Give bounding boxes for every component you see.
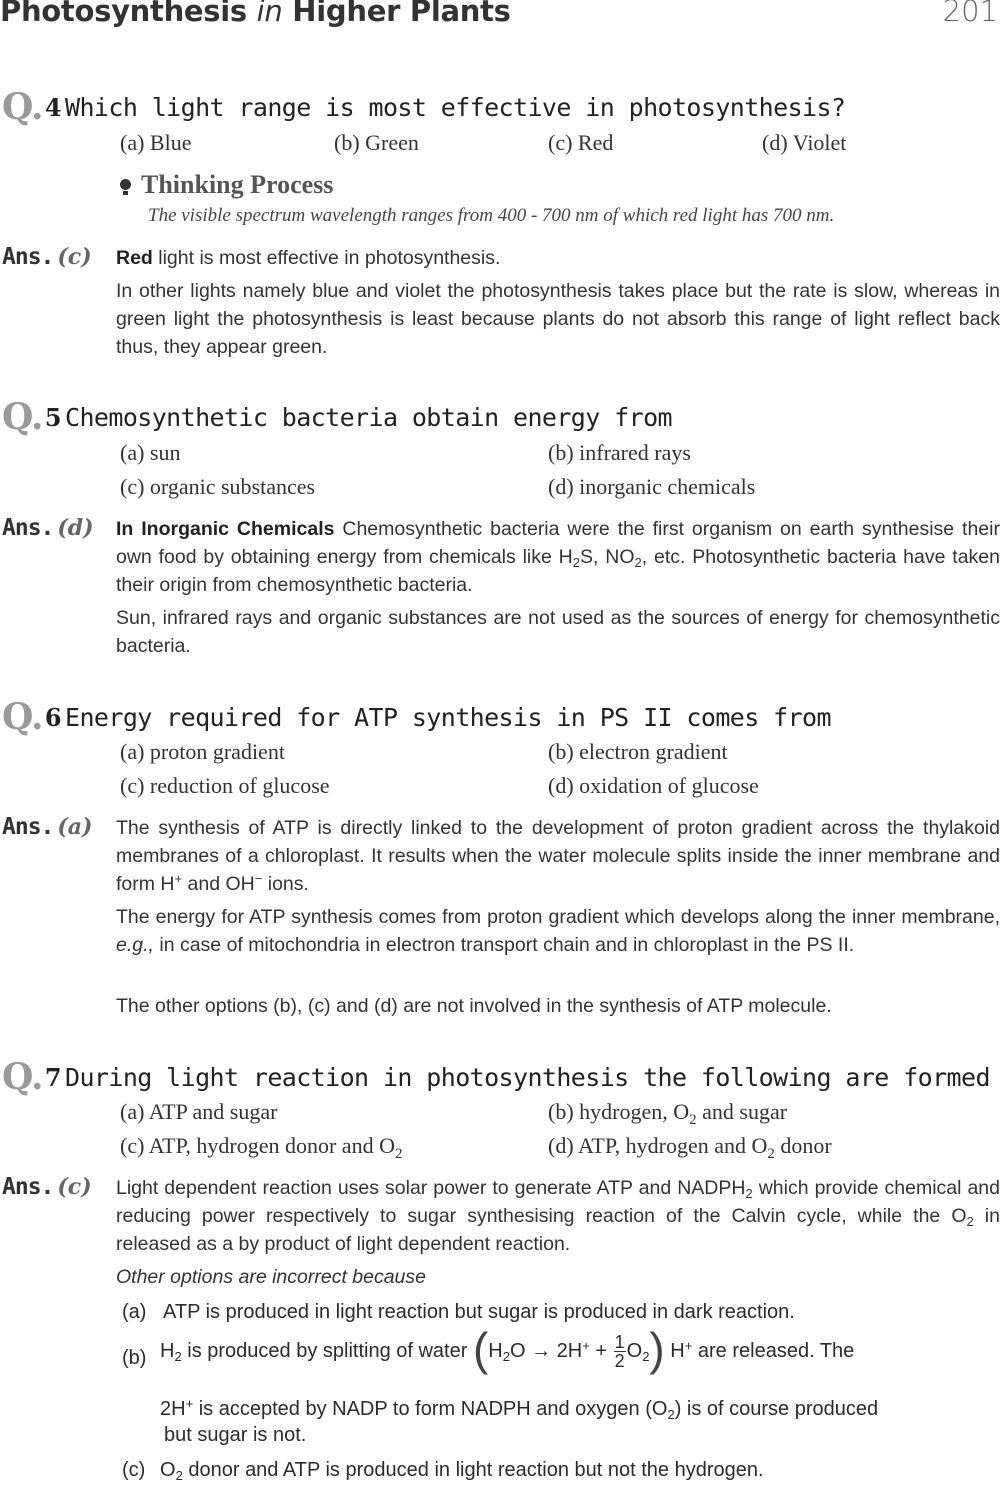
thinking-process-heading: Thinking Process: [120, 170, 333, 200]
q6-answer-para-3: The other options (b), (c) and (d) are not involved in the synthesis of ATP molecule.: [116, 995, 832, 1017]
bulb-icon: [120, 179, 131, 190]
page-number: 201: [942, 0, 998, 28]
q6-answer-para-2: The energy for ATP synthesis comes from proton gradient which develops along the inner membrane, e.g., in case of mitochondria in electron transport chain and in chloroplast in the PS II.: [116, 906, 1000, 956]
q5-option-a: (a) sun: [120, 440, 181, 465]
q6-option-a: (a) proton gradient: [120, 739, 285, 764]
q6-option-b: (b) electron gradient: [548, 739, 728, 764]
q7-option-d: (d) ATP, hydrogen and $O_2$ donor: [548, 1133, 832, 1162]
question-5: Q.5 Chemosynthetic bacteria obtain energy from: [2, 396, 672, 438]
question-mark-icon: Q.: [2, 1056, 43, 1098]
q6-option-c: (c) reduction of glucose: [120, 773, 330, 798]
question-4: Q.4 Which light range is most effective in photosynthesis?: [2, 86, 846, 128]
q7-sub-c-text: $O_2$ donor and ATP is produced in light reaction but not the hydrogen.: [160, 1459, 764, 1483]
q4-answer-para: In other lights namely blue and violet the photosynthesis takes place but the rate is slow, whereas in green light the photosynthesis is least because plants do not absorb this range of light reflect back thus, they appear green.: [116, 280, 1000, 358]
q7-answer-label: Ans. (c): [2, 1174, 92, 1200]
q7-other-options-title: Other options are incorrect because: [116, 1266, 427, 1288]
q6-answer-label: Ans. (a): [2, 814, 93, 840]
q7-sub-a-text: ATP is produced in light reaction but sugar is produced in dark reaction.: [163, 1301, 795, 1323]
q5-answer-para-2: Sun, infrared rays and organic substances are not used as the sources of energy for chemosynthetic bacteria.: [116, 607, 1000, 657]
q4-option-a: (a) Blue: [120, 130, 192, 155]
q7-answer-para: Light dependent reaction uses solar power to generate ATP and $NADPH_2$ which provide chemical and reducing power respectively to sugar synthesising reaction of the Calvin cycle, while the $O_2$ in released as a by product of light dependent reaction.: [116, 1177, 1000, 1255]
q7-sub-c-lead: (c): [122, 1459, 146, 1481]
q7-sub-b-line1: $H_2$ is produced by splitting of water ($H_2O \to 2H^+$ + $\frac{1}{2}$ $O_2$) H+ are released. The: [160, 1322, 855, 1375]
q5-answer-label: Ans. (d): [2, 515, 94, 541]
q4-answer-label: Ans. (c): [2, 244, 92, 270]
fraction-one-half: $\frac{1}{2}$: [614, 1332, 625, 1371]
question-mark-icon: Q.: [2, 696, 43, 738]
q7-sub-b-lead: (b): [122, 1347, 147, 1369]
q4-option-b: (b) Green: [334, 130, 419, 155]
q5-answer-para: In Inorganic Chemicals Chemosynthetic bacteria were the first organism on earth synthesise their own food by obtaining energy from chemicals like $H_2S$, $NO_2$, etc. Photosynthetic bacteria have taken their origin from chemosynthetic bacteria.: [116, 518, 1000, 596]
q4-option-d: (d) Violet: [762, 130, 847, 155]
q6-answer-para: The synthesis of ATP is directly linked to the development of proton gradient across the thylakoid membranes of a chloroplast. It results when the water molecule splits inside the inner membrane and form H+ and OH− ions.: [116, 817, 1000, 895]
question-mark-icon: Q.: [2, 86, 43, 128]
q4-option-c: (c) Red: [548, 130, 614, 155]
page-title: Photosynthesis in Higher Plants: [0, 0, 511, 28]
q7-option-c: (c) ATP, hydrogen donor and $O_2$: [120, 1133, 403, 1162]
q5-option-d: (d) inorganic chemicals: [548, 474, 756, 499]
q6-option-d: (d) oxidation of glucose: [548, 773, 759, 798]
thinking-process-text: The visible spectrum wavelength ranges from 400 - 700 nm of which red light has 700 nm.: [148, 205, 835, 226]
q4-answer-line: Red light is most effective in photosynthesis.: [116, 247, 501, 269]
question-7: Q.7 During light reaction in photosynthesis the following are formed: [2, 1056, 990, 1098]
q5-option-c: (c) organic substances: [120, 474, 316, 499]
q7-sub-b-line2: 2H+ is accepted by NADP to form NADPH and oxygen $(O_2)$ is of course produced: [160, 1396, 879, 1422]
question-6: Q.6 Energy required for ATP synthesis in PS II comes from: [2, 696, 831, 738]
q7-sub-b-line3: but sugar is not.: [164, 1424, 307, 1446]
q7-sub-a-lead: (a): [122, 1301, 147, 1323]
q5-option-b: (b) infrared rays: [548, 440, 691, 465]
q7-option-b: (b) hydrogen, $O_2$ and sugar: [548, 1099, 788, 1128]
q7-option-a: (a) ATP and sugar: [120, 1099, 278, 1124]
question-mark-icon: Q.: [2, 396, 43, 438]
